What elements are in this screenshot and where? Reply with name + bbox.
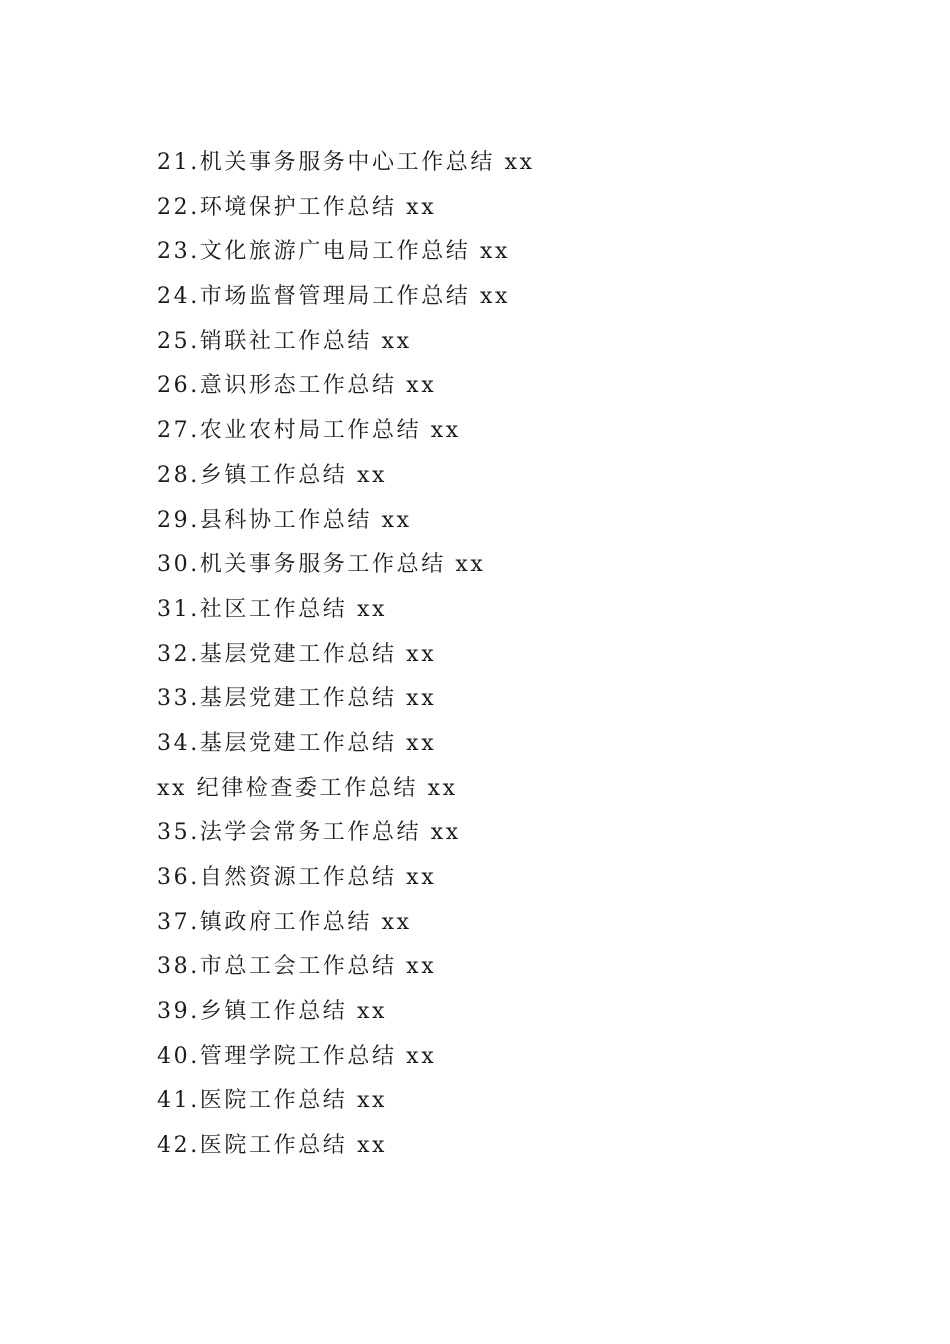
- list-item: 41.医院工作总结 xx: [157, 1088, 387, 1114]
- list-item: 32.基层党建工作总结 xx: [157, 641, 437, 667]
- list-item: 26.意识形态工作总结 xx: [157, 373, 437, 399]
- list-item: 31.社区工作总结 xx: [157, 596, 387, 622]
- list-item: 30.机关事务服务工作总结 xx: [157, 552, 486, 578]
- list-item: 21.机关事务服务中心工作总结 xx: [157, 150, 535, 175]
- list-item: 23.文化旅游广电局工作总结 xx: [157, 239, 510, 265]
- list-item: 33.基层党建工作总结 xx: [157, 686, 437, 712]
- list-item: 36.自然资源工作总结 xx: [157, 865, 437, 890]
- list-item: 25.销联社工作总结 xx: [157, 328, 412, 354]
- list-item: 34.基层党建工作总结 xx: [157, 730, 437, 756]
- list-item: 37.镇政府工作总结 xx: [157, 909, 412, 935]
- list-item: 38.市总工会工作总结 xx: [157, 954, 437, 980]
- list-item: 29.县科协工作总结 xx: [157, 507, 412, 533]
- list-item: xx 纪律检查委工作总结 xx: [157, 775, 458, 801]
- entry-list: [157, 141, 535, 1169]
- list-item: 27.农业农村局工作总结 xx: [157, 418, 461, 444]
- list-item: 39.乡镇工作总结 xx: [157, 999, 387, 1025]
- list-item: 24.市场监督管理局工作总结 xx: [157, 284, 510, 310]
- list-item: 28.乡镇工作总结 xx: [157, 462, 387, 488]
- list-item: 35.法学会常务工作总结 xx: [157, 820, 461, 846]
- list-item: 22.环境保护工作总结 xx: [157, 194, 437, 220]
- list-item: 42.医院工作总结 xx: [157, 1133, 387, 1159]
- list-item: 40.管理学院工作总结 xx: [157, 1043, 437, 1069]
